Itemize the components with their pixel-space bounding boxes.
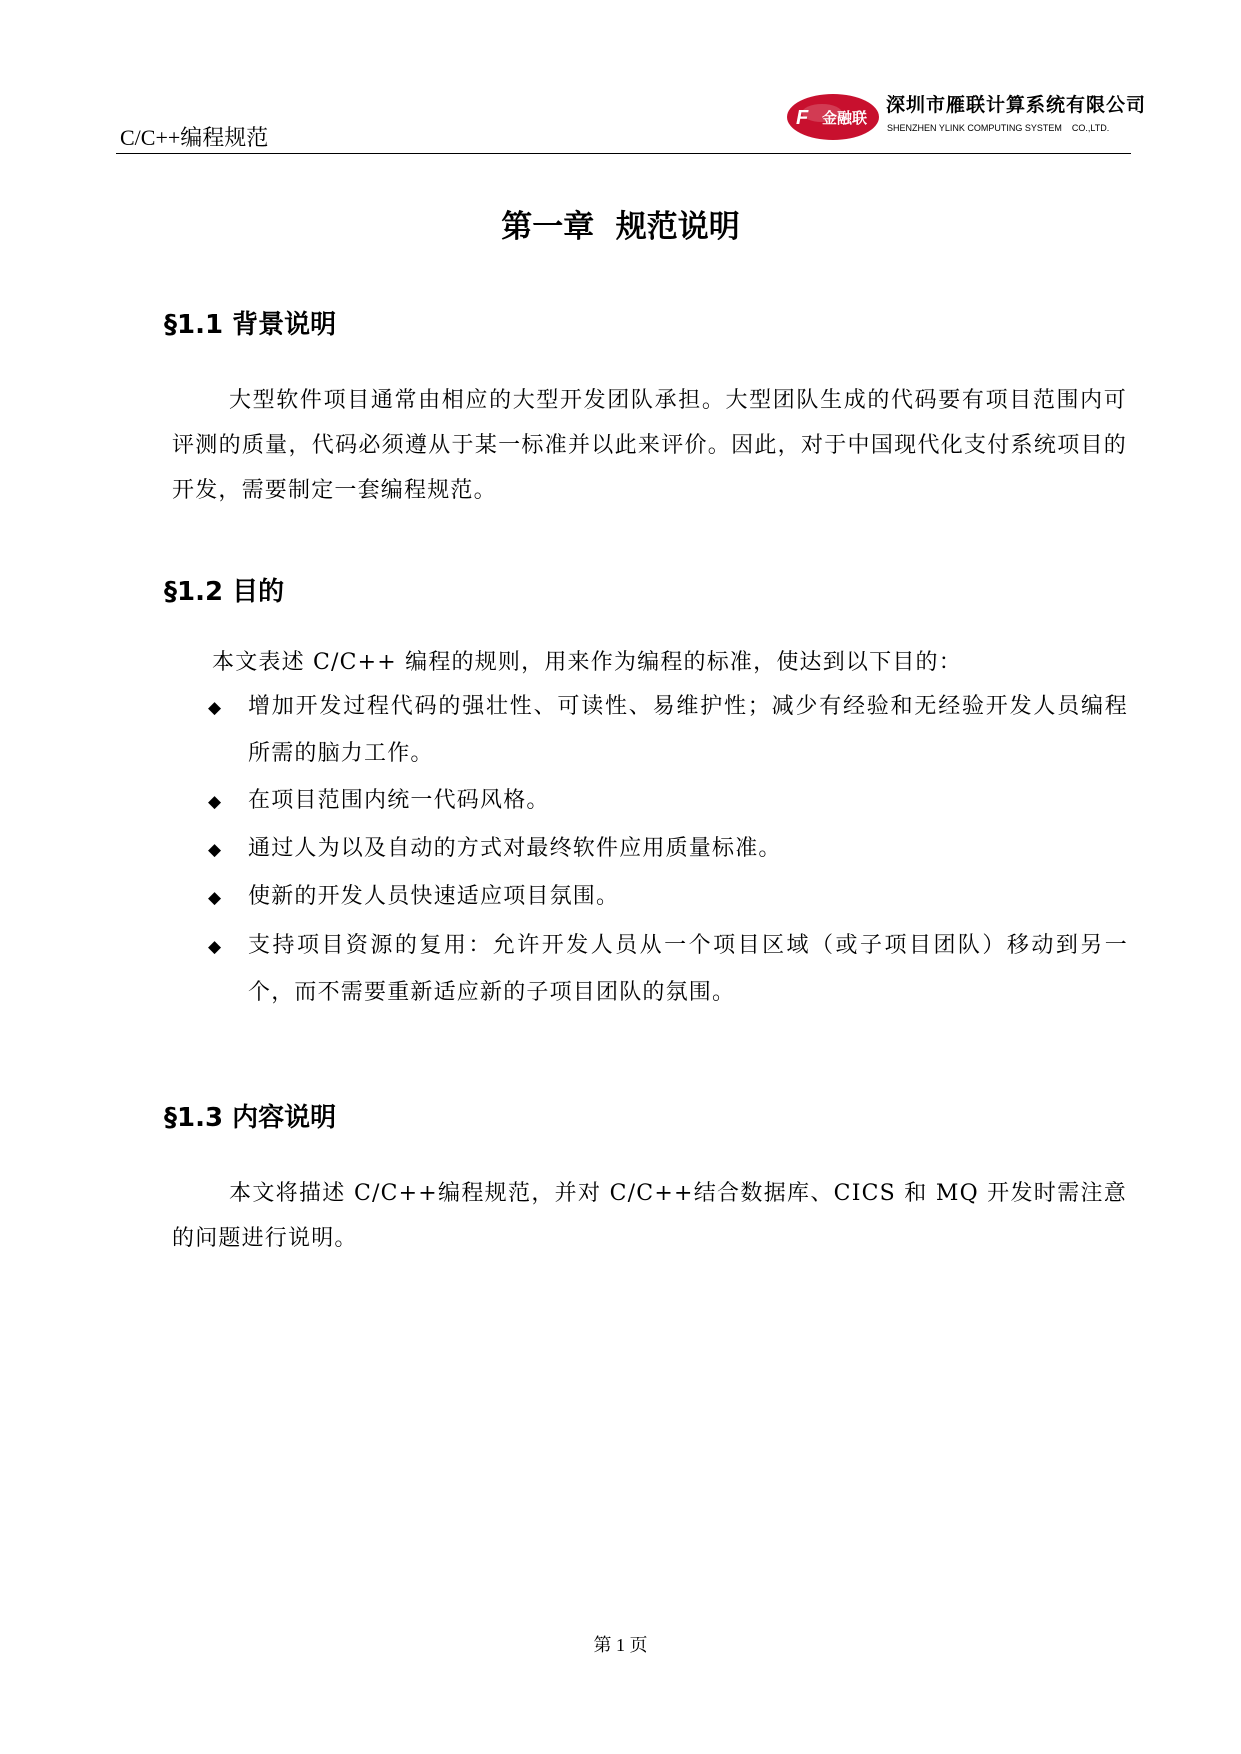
section-title-1-1: §1.1 背景说明	[164, 310, 337, 340]
chapter-title: 第一章 规范说明	[501, 209, 740, 245]
logo-prefix: F	[796, 107, 809, 129]
section-body-1-1: 大型软件项目通常由相应的大型开发团队承担。大型团队生成的代码要有项目范围内可评测的质量，代码必须遵从于某一标准并以此来评价。因此，对于中国现代化支付系统项目的开发，需要制定一套编程规范。	[172, 388, 1127, 503]
list-item: 通过人为以及自动的方式对最终软件应用质量标准。	[248, 836, 782, 861]
section-title-1-2: §1.2 目的	[164, 577, 285, 607]
page-number: 第 1 页	[593, 1635, 648, 1655]
bullet-diamond-icon: ◆	[208, 937, 222, 957]
list-item: 支持项目资源的复用：允许开发人员从一个项目区域（或子项目团队）移动到另一个，而不需要重新适应新的子项目团队的氛围。	[248, 933, 1128, 1005]
bullet-diamond-icon: ◆	[208, 792, 222, 812]
section-intro-1-2: 本文表述 C/C++ 编程的规则，用来作为编程的标准，使达到以下目的：	[212, 650, 962, 675]
list-item: 增加开发过程代码的强壮性、可读性、易维护性；减少有经验和无经验开发人员编程所需的脑力工作。	[248, 694, 1128, 766]
header-divider	[116, 153, 1131, 154]
list-item: 在项目范围内统一代码风格。	[248, 788, 550, 813]
company-logo	[786, 92, 880, 142]
list-item: 使新的开发人员快速适应项目氛围。	[248, 884, 620, 909]
bullet-diamond-icon: ◆	[208, 888, 222, 908]
document-title: C/C++编程规范	[120, 125, 269, 150]
logo-text: 金融联	[822, 109, 868, 127]
bullet-diamond-icon: ◆	[208, 698, 222, 718]
company-name-cn: 深圳市雁联计算系统有限公司	[886, 94, 1147, 116]
bullet-diamond-icon: ◆	[208, 840, 222, 860]
company-name-en: SHENZHEN YLINK COMPUTING SYSTEM CO.,LTD.	[887, 123, 1110, 133]
section-title-1-3: §1.3 内容说明	[164, 1103, 337, 1133]
section-body-1-3: 本文将描述 C/C++编程规范，并对 C/C++结合数据库、CICS 和 MQ 开发时需注意的问题进行说明。	[172, 1181, 1127, 1251]
